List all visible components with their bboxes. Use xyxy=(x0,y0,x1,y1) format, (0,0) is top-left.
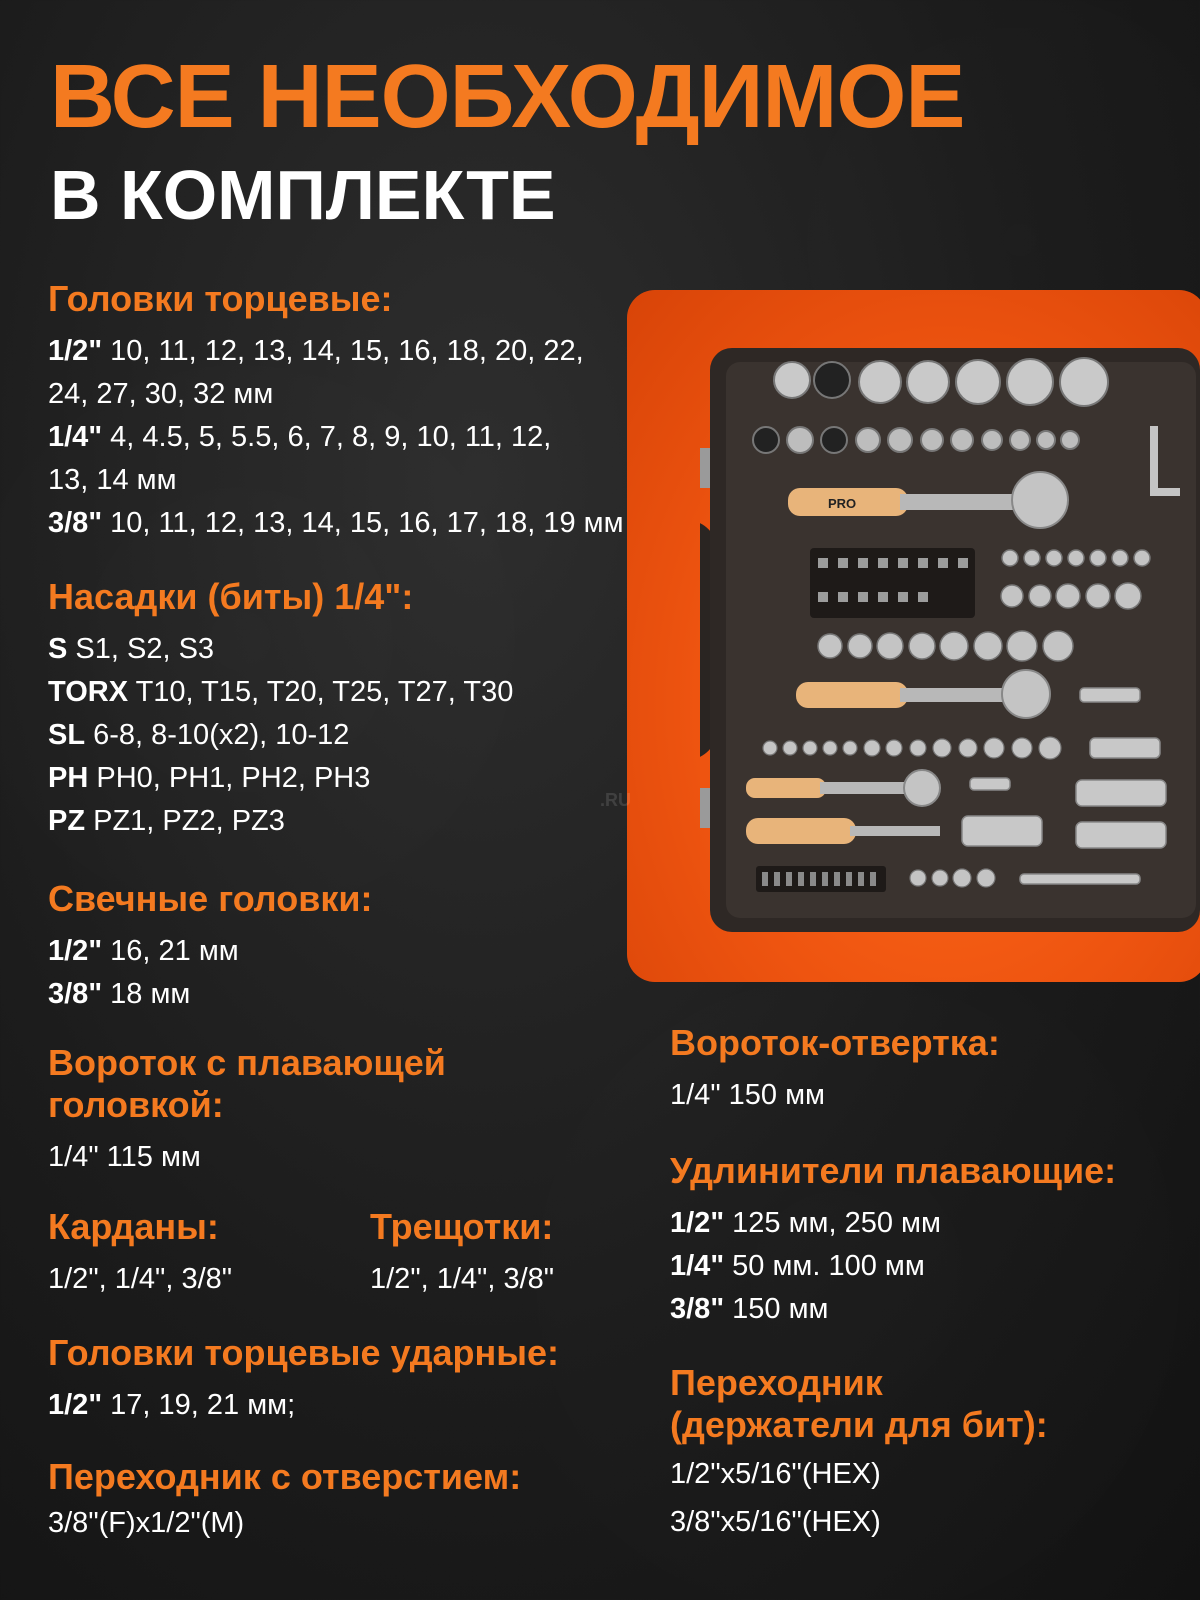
sockets-heading: Головки торцевые: xyxy=(48,278,393,319)
bits-line xyxy=(48,800,513,843)
sockets-line xyxy=(48,416,624,459)
size-values: 24, 27, 30, 32 мм xyxy=(48,378,274,410)
size-values: 13, 14 мм xyxy=(48,464,177,496)
size-label: 1/2" xyxy=(48,335,103,367)
cardans-heading: Карданы: xyxy=(48,1206,219,1247)
spark-line xyxy=(48,973,372,1016)
ratchets-line: 1/2", 1/4", 3/8" xyxy=(370,1263,555,1295)
sockets-line xyxy=(48,373,624,416)
driver-wrench-line: 1/4" 150 мм xyxy=(670,1079,825,1111)
size-values: 10, 11, 12, 13, 14, 15, 16, 17, 18, 19 мм xyxy=(102,507,624,539)
brand-label: PRO xyxy=(828,496,857,511)
bits-line xyxy=(48,714,513,757)
ratchets-heading: Трещотки: xyxy=(370,1206,554,1247)
size-label: 1/2" xyxy=(48,1389,103,1421)
size-values: 10, 11, 12, 13, 14, 15, 16, 18, 20, 22, xyxy=(102,335,584,367)
floating-wrench-heading: Вороток с плавающей xyxy=(48,1042,446,1083)
extensions-line xyxy=(670,1202,1116,1245)
extensions-line xyxy=(670,1288,1116,1331)
size-label: 1/2" xyxy=(48,935,103,967)
bit-adapter-line: 1/2"x5/16"(HEX) xyxy=(670,1458,881,1490)
bit-type: PZ xyxy=(48,805,86,837)
sockets-line xyxy=(48,330,624,373)
impact-section xyxy=(48,1332,559,1427)
size-label: 3/8" xyxy=(48,507,103,539)
size-values: 16, 21 мм xyxy=(102,935,239,967)
driver-wrench-heading: Вороток-отвертка: xyxy=(670,1022,1000,1063)
sockets-line xyxy=(48,502,624,545)
bit-adapter-section xyxy=(670,1362,1048,1546)
size-label: 1/2" xyxy=(670,1207,725,1239)
size-values: 125 мм, 250 мм xyxy=(724,1207,941,1239)
tool-case-photo xyxy=(700,348,1200,932)
bit-values: PH0, PH1, PH2, PH3 xyxy=(88,762,371,794)
title-line-1: ВСЕ НЕОБХОДИМОЕ xyxy=(50,47,965,147)
size-label: 1/4" xyxy=(48,421,103,453)
bit-type: SL xyxy=(48,719,86,751)
bit-adapter-line: 3/8"x5/16"(HEX) xyxy=(670,1506,881,1538)
extensions-line xyxy=(670,1245,1116,1288)
bit-type: TORX xyxy=(48,676,129,708)
cardans-section xyxy=(48,1206,232,1301)
bits-section xyxy=(48,576,513,843)
size-label: 3/8" xyxy=(670,1293,725,1325)
size-values: 18 мм xyxy=(102,978,191,1010)
bit-type: PH xyxy=(48,762,89,794)
floating-wrench-line: 1/4" 115 мм xyxy=(48,1141,201,1173)
driver-wrench-section xyxy=(670,1022,1000,1117)
bit-adapter-heading: Переходник xyxy=(670,1362,883,1403)
bit-values: S1, S2, S3 xyxy=(67,633,215,665)
size-values: 150 мм xyxy=(724,1293,829,1325)
extensions-section xyxy=(670,1150,1116,1331)
size-values: 17, 19, 21 мм; xyxy=(102,1389,296,1421)
ratchets-section xyxy=(370,1206,554,1301)
adapter-hole-line: 3/8"(F)x1/2"(M) xyxy=(48,1507,245,1539)
bits-line xyxy=(48,628,513,671)
spark-heading: Свечные головки: xyxy=(48,878,373,919)
impact-line xyxy=(48,1384,559,1427)
bits-line xyxy=(48,757,513,800)
size-label: 1/4" xyxy=(670,1250,725,1282)
cardans-line: 1/2", 1/4", 3/8" xyxy=(48,1263,233,1295)
sockets-section xyxy=(48,278,624,545)
size-label: 3/8" xyxy=(48,978,103,1010)
spark-section xyxy=(48,878,372,1016)
bits-line xyxy=(48,671,513,714)
bit-values: T10, T15, T20, T25, T27, T30 xyxy=(128,676,514,708)
bit-adapter-heading-2: (держатели для бит): xyxy=(670,1404,1048,1445)
extensions-heading: Удлинители плавающие: xyxy=(670,1150,1117,1191)
bit-type: S xyxy=(48,633,68,665)
bits-heading: Насадки (биты) 1/4": xyxy=(48,576,414,617)
spark-line xyxy=(48,930,372,973)
bit-values: PZ1, PZ2, PZ3 xyxy=(85,805,285,837)
floating-wrench-heading-2: головкой: xyxy=(48,1084,224,1125)
floating-wrench-section xyxy=(48,1042,446,1179)
watermark: .RU xyxy=(600,790,631,810)
bit-values: 6-8, 8-10(x2), 10-12 xyxy=(85,719,350,751)
title-line-2: В КОМПЛЕКТЕ xyxy=(50,156,556,234)
adapter-hole-heading: Переходник с отверстием: xyxy=(48,1456,522,1497)
sockets-line xyxy=(48,459,624,502)
size-values: 4, 4.5, 5, 5.5, 6, 7, 8, 9, 10, 11, 12, xyxy=(102,421,552,453)
size-values: 50 мм. 100 мм xyxy=(724,1250,925,1282)
impact-heading: Головки торцевые ударные: xyxy=(48,1332,560,1373)
adapter-hole-section xyxy=(48,1456,521,1545)
